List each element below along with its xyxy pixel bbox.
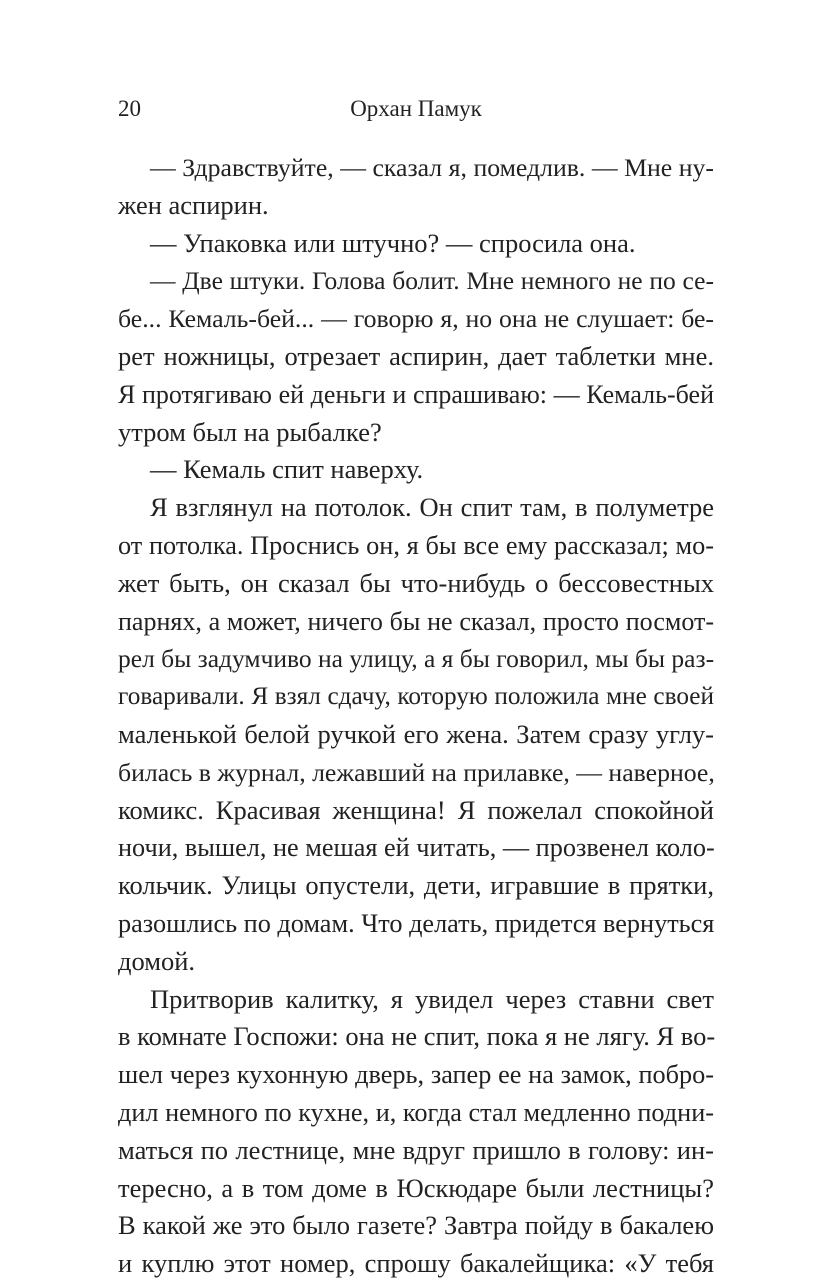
text-line: от потолка. Проснись он, я бы все ему рассказал; мо-: [118, 530, 714, 560]
text-line: в комнате Госпожи: она не спит, пока я не лягу. Я во-: [118, 1021, 716, 1052]
text-line: жет быть, он сказал бы что-нибудь о бессовестных: [118, 567, 714, 598]
text-line: — Две штуки. Голова болит. Мне немного не по се-: [150, 266, 714, 296]
text-line: бе... Кемаль-бей... — говорю я, но она не слушает: бе-: [118, 304, 714, 334]
text-line: дил немного по кухне, и, когда стал медленно подни-: [118, 1097, 714, 1127]
text-line: — Кемаль спит наверху.: [150, 454, 424, 485]
text-line: домой.: [118, 945, 196, 976]
text-line: Я протягиваю ей деньги и спрашиваю: — Кемаль-бей: [118, 379, 714, 409]
text-line: говаривали. Я взял сдачу, которую положила мне своей: [118, 682, 714, 711]
text-line: жен аспирин.: [118, 189, 269, 220]
text-line: — Здравствуйте, — сказал я, помедлив. — Мне ну-: [150, 153, 714, 182]
text-line: маленькой белой ручкой его жена. Затем сразу углу-: [118, 718, 714, 749]
text-line: разошлись по домам. Что делать, придется вернуться: [118, 908, 715, 938]
text-line: В какой же это было газете? Завтра пойду в бакалею: [118, 1210, 714, 1241]
text-line: комикс. Красивая женщина! Я пожелал спокойной: [118, 794, 714, 825]
text-line: рел бы задумчиво на улицу, а я бы говорил, мы бы раз-: [118, 644, 715, 674]
text-line: утром был на рыбалке?: [118, 416, 382, 447]
text-line: Притворив калитку, я увидел через ставни свет: [150, 983, 714, 1014]
page-number: 20: [118, 96, 141, 121]
text-line: кольчик. Улицы опустели, дети, игравшие в прятки,: [118, 870, 714, 901]
page-header: [118, 94, 714, 124]
text-line: билась в журнал, лежавший на прилавке, — наверное,: [118, 757, 715, 787]
text-line: рет ножницы, отрезает аспирин, дает таблетки мне.: [118, 340, 714, 371]
running-head: Орхан Памук: [350, 96, 482, 121]
text-line: Я взглянул на потолок. Он спит там, в полуметре: [150, 492, 714, 523]
text-line: и куплю этот номер, спрошу бакалейщика: «У тебя: [118, 1248, 714, 1279]
text-line: парнях, а может, ничего бы не сказал, просто посмот-: [118, 606, 714, 636]
body-text: [118, 149, 714, 1283]
text-line: тересно, а в том доме в Юскюдаре были лестницы?: [118, 1172, 714, 1203]
text-line: маться по лестнице, мне вдруг пришло в голову: ин-: [118, 1134, 714, 1165]
text-line: — Упаковка или штучно? — спросила она.: [150, 227, 636, 258]
text-line: ночи, вышел, не мешая ей читать, — прозвенел коло-: [118, 833, 715, 863]
text-line: шел через кухонную дверь, запер ее на замок, побро-: [118, 1060, 714, 1090]
